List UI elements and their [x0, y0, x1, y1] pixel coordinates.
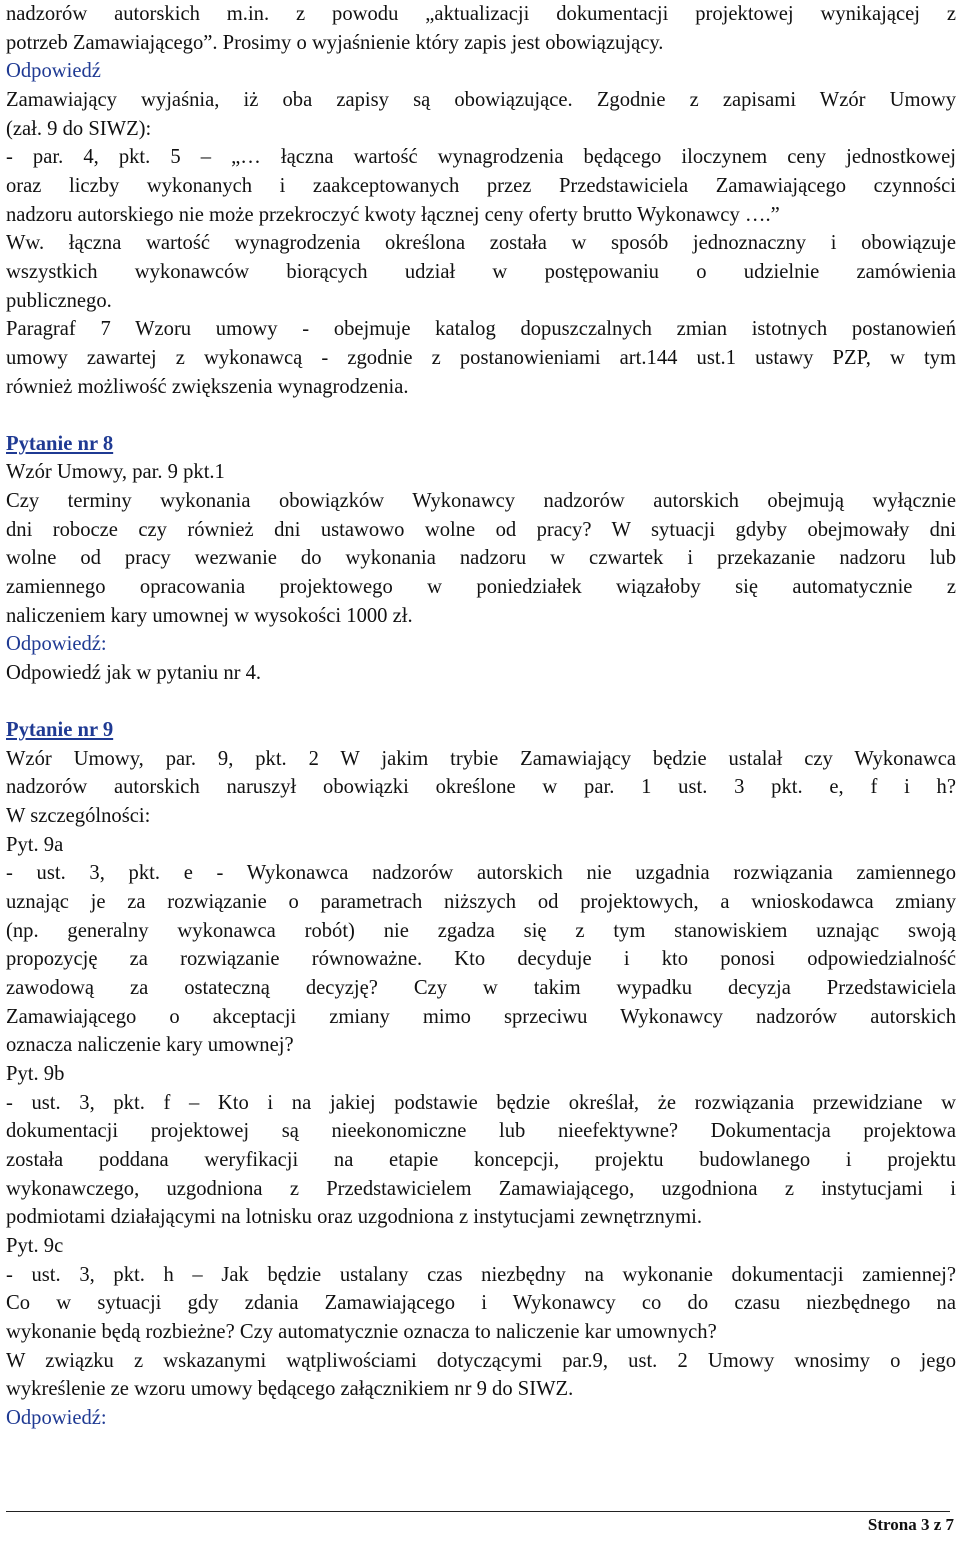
text-line: uznając je za rozwiązanie o parametrach niższych od projektowych, a wnioskodawca zmiany: [6, 891, 956, 913]
text-line: Wzór Umowy, par. 9, pkt. 2 W jakim trybie Zamawiający będzie ustalał czy Wykonawca: [6, 748, 956, 770]
text-line: Pyt. 9a: [6, 834, 64, 856]
text-line: wykonawczego, uzgodniona z Przedstawicielem Zamawiającego, uzgodniona z instytucjami i: [6, 1178, 956, 1200]
text-line: oraz liczby wykonanych i zaakceptowanych przez Przedstawiciela Zamawiającego czynności: [6, 175, 956, 197]
text-line: zawodową za ostateczną decyzję? Czy w takim wypadku decyzja Przedstawiciela: [6, 977, 956, 999]
text-line: Pyt. 9b: [6, 1063, 65, 1085]
text-line: nadzorów autorskich m.in. z powodu „aktualizacji dokumentacji projektowej wynikającej z: [6, 3, 956, 25]
text-line: - ust. 3, pkt. h – Jak będzie ustalany czas niezbędny na wykonanie dokumentacji zamiennej?: [6, 1264, 956, 1286]
footer-divider: [6, 1511, 950, 1512]
text-line: również możliwość zwiększenia wynagrodzenia.: [6, 376, 409, 398]
text-line: umowy zawartej z wykonawcą - zgodnie z postanowieniami art.144 ust.1 ustawy PZP, w tym: [6, 347, 956, 369]
page-number: Strona 3 z 7: [867, 1515, 954, 1534]
text-line: - par. 4, pkt. 5 – „… łączna wartość wynagrodzenia będącego iloczynem ceny jednostkowej: [6, 146, 956, 168]
text-line: Ww. łączna wartość wynagrodzenia określona została w sposób jednoznaczny i obowiązuje: [6, 232, 956, 254]
text-line: potrzeb Zamawiającego”. Prosimy o wyjaśnienie który zapis jest obowiązujący.: [6, 32, 664, 54]
text-line: W szczególności:: [6, 805, 151, 827]
question-heading: Pytanie nr 8: [6, 433, 114, 455]
text-line: zamiennego opracowania projektowego w poniedziałek wiązałoby się automatycznie z: [6, 576, 956, 598]
text-line: Pyt. 9c: [6, 1235, 64, 1257]
answer-heading: Odpowiedź:: [6, 633, 107, 655]
text-line: dokumentacji projektowej są nieekonomiczne lub nieefektywne? Dokumentacja projektowa: [6, 1120, 956, 1142]
text-line: podmiotami działającymi na lotnisku oraz uzgodniona z instytucjami zewnętrznymi.: [6, 1206, 702, 1228]
text-line: wykreślenie ze wzoru umowy będącego załącznikiem nr 9 do SIWZ.: [6, 1378, 574, 1400]
text-line: wykonanie będą rozbieżne? Czy automatycznie oznacza to naliczenie kar umownych?: [6, 1321, 717, 1343]
text-line: propozycję za rozwiązanie równoważne. Kto decyduje i kto ponosi odpowiedzialność: [6, 948, 956, 970]
text-line: - ust. 3, pkt. f – Kto i na jakiej podstawie będzie określał, że rozwiązania przewidziane w: [6, 1092, 956, 1114]
text-line: Zamawiającego o akceptacji zmiany mimo sprzeciwu Wykonawcy nadzorów autorskich: [6, 1006, 956, 1028]
answer-heading: Odpowiedź: [6, 60, 101, 82]
text-line: Paragraf 7 Wzoru umowy - obejmuje katalog dopuszczalnych zmian istotnych postanowień: [6, 318, 956, 340]
text-line: Czy terminy wykonania obowiązków Wykonawcy nadzorów autorskich obejmują wyłącznie: [6, 490, 956, 512]
text-line: publicznego.: [6, 290, 112, 312]
text-line: Zamawiający wyjaśnia, iż oba zapisy są obowiązujące. Zgodnie z zapisami Wzór Umowy: [6, 89, 956, 111]
text-line: W związku z wskazanymi wątpliwościami dotyczącymi par.9, ust. 2 Umowy wnosimy o jego: [6, 1350, 956, 1372]
text-line: (zał. 9 do SIWZ):: [6, 118, 152, 140]
answer-heading: Odpowiedź:: [6, 1407, 107, 1429]
text-line: nadzorów autorskich naruszył obowiązki określone w par. 1 ust. 3 pkt. e, f i h?: [6, 776, 956, 798]
text-line: - ust. 3, pkt. e - Wykonawca nadzorów autorskich nie uzgadnia rozwiązania zamiennego: [6, 862, 956, 884]
text-line: wolne od pracy wezwanie do wykonania nadzoru w czwartek i przekazanie nadzoru lub: [6, 547, 956, 569]
question-heading: Pytanie nr 9: [6, 719, 114, 741]
text-line: Co w sytuacji gdy zdania Zamawiającego i Wykonawcy co do czasu niezbędnego na: [6, 1292, 956, 1314]
text-line: oznacza naliczenie kary umownej?: [6, 1034, 294, 1056]
text-line: (np. generalny wykonawca robót) nie zgadza się z tym stanowiskiem uznając swoją: [6, 920, 956, 942]
text-line: nadzoru autorskiego nie może przekroczyć kwoty łącznej ceny oferty brutto Wykonawcy ….”: [6, 204, 780, 226]
text-line: została poddana weryfikacji na etapie koncepcji, projektu budowlanego i projektu: [6, 1149, 956, 1171]
text-line: dni robocze czy również dni ustawowo wolne od pracy? W sytuacji gdyby obejmowały dni: [6, 519, 956, 541]
text-line: wszystkich wykonawców biorących udział w postępowaniu o udzielnie zamówienia: [6, 261, 956, 283]
text-line: Wzór Umowy, par. 9 pkt.1: [6, 461, 225, 483]
text-line: naliczeniem kary umownej w wysokości 1000 zł.: [6, 605, 413, 627]
text-line: Odpowiedź jak w pytaniu nr 4.: [6, 662, 262, 684]
